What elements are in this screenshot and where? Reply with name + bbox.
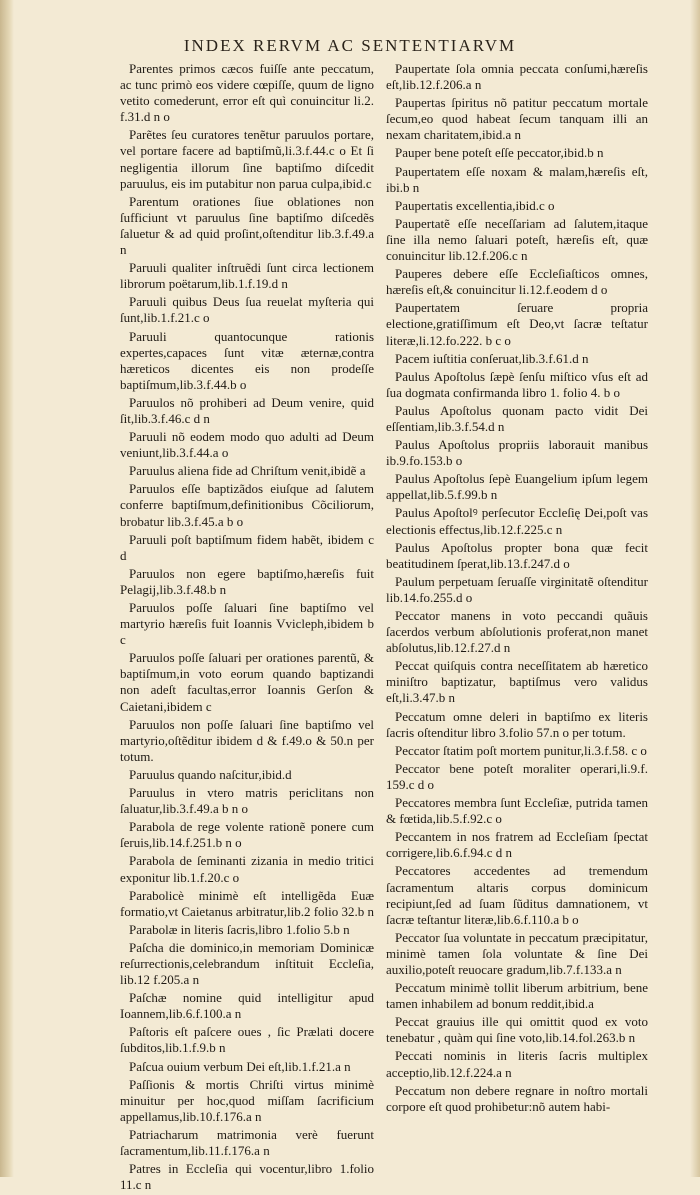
index-entry: Paruulus in vtero matris periclitans non ſaluatur,lib.3.f.49.a b n o — [120, 785, 374, 817]
index-entry: Parabola de ſeminanti zizania in medio tritici exponitur lib.1.f.20.c o — [120, 853, 374, 885]
index-entry: Peccatum non debere regnare in noſtro mortali corpore eſt quod prohibetur:nõ autem habi- — [386, 1082, 648, 1114]
index-entry: Parentum orationes ſiue oblationes non ſufficiunt vt paruulus ſine baptiſmo diſcedẽs ſaluetur & ad quid proſint,oſtenditur lib.3.f.49.a n — [120, 193, 374, 258]
index-entry: Paruuli quantocunque rationis expertes,capaces ſunt vitæ æternæ,contra hæreticos dicentes eis non prodeſſe baptiſmum,lib.3.f.44.b o — [120, 328, 374, 392]
index-entry: Paruuli quibus Deus ſua reuelat myſteria qui ſunt,lib.1.f.21.c o — [120, 294, 374, 326]
index-entry: Paulus Apoſtolꝰ perſecutor Eccleſię Dei,poſt vas electionis effectus,lib.12.f.225.c n — [386, 505, 648, 537]
index-entry: Peccatores accedentes ad tremendum ſacramentum altaris corpus dominicum recipiunt,ſed ad ſuam ſũditus damnationem, vt ſacræ teſtantur literæ,lib.6.f.110.a b o — [386, 863, 648, 927]
index-entry: Paſſionis & mortis Chriſti virtus minimè minuitur per hoc,quod miſſam ſacrificium appellamus,lib.10.f.176.a n — [120, 1076, 374, 1124]
index-entry: Paupertas ſpiritus nõ patitur peccatum mortale ſecum,eo quod habeat ſecum tanquam illi an nexam charitatem,ibid.a n — [386, 95, 648, 143]
page-gutter-shadow — [0, 0, 14, 1177]
index-entry: Peccator bene poteſt moraliter operari,li.9.f. 159.c d o — [386, 760, 648, 792]
index-entry: Paupertatem eſſe noxam & malam,hæreſis eſt, ibi.b n — [386, 163, 648, 195]
index-entry: Paſtoris eſt paſcere oues , ſic Prælati docere ſubditos,lib.1.f.9.b n — [120, 1024, 374, 1056]
left-index-column — [120, 61, 374, 1195]
index-entry: Peccantem in nos fratrem ad Eccleſiam ſpectat corrigere,lib.6.f.94.c d n — [386, 829, 648, 861]
index-entry: Paruulos non poſſe ſaluari ſine baptiſmo vel martyrio,oſtẽditur ibidem d & f.49.o & 50.n per totum. — [120, 716, 374, 764]
index-entry: Paruulos poſſe ſaluari ſine baptiſmo vel martyrio hæreſis fuit Ioannis Vvicleph,ibidem b c — [120, 600, 374, 648]
index-entry: Paruuli nõ eodem modo quo adulti ad Deum veniunt,lib.3.f.44.a o — [120, 429, 374, 461]
index-entry: Peccatum omne deleri in baptiſmo ex literis ſacris oſtenditur libro 3.folio 57.n o per totum. — [386, 708, 648, 740]
index-entry: Paupertatem ſeruare propria electione,gratiſſimum eſt Deo,vt ſacræ teſtatur literæ,li.12.fo.222. b c o — [386, 300, 648, 348]
index-entry: Patriacharum matrimonia verè fuerunt ſacramentum,lib.11.f.176.a n — [120, 1126, 374, 1158]
index-entry: Paupertatis excellentia,ibid.c o — [395, 197, 555, 213]
index-entry: Paulus Apoſtolus propriis laborauit manibus ib.9.fo.153.b o — [386, 437, 648, 469]
index-entry: Pacem iuſtitia conſeruat,lib.3.f.61.d n — [395, 350, 589, 366]
running-header: INDEX RERVM AC SENTENTIARVM — [183, 36, 517, 55]
index-entry: Paulus Apoſtolus ſepè Euangelium ipſum legem appellat,lib.5.f.99.b n — [386, 471, 648, 503]
page-edge-shadow — [690, 0, 700, 1177]
index-entry: Parabolæ in literis ſacris,libro 1.folio 5.b n — [129, 921, 350, 937]
index-entry: Paruuli poſt baptiſmum fidem habẽt, ibidem c d — [120, 531, 374, 563]
index-entry: Paruulus quando naſcitur,ibid.d — [129, 766, 292, 782]
index-entry: Patres in Eccleſia qui vocentur,libro 1.folio 11.c n — [120, 1161, 374, 1193]
index-entry: Paſchæ nomine quid intelligitur apud Ioannem,lib.6.f.100.a n — [120, 990, 374, 1022]
index-entry: Paupertatẽ eſſe neceſſariam ad ſalutem,itaque ſine illa nemo ſaluari poteſt, hæreſis eſt, quæ conuincitur lib.12.f.206.c n — [386, 215, 648, 264]
index-entry: Parẽtes ſeu curatores tenẽtur paruulos portare, vel portare facere ad baptiſmũ,li.3.f.44.c o Et ſi negligentia illorum ſine baptiſmo diſcedit paruulus, eis im putabitur non parua culpa,ibid.c — [120, 127, 374, 191]
index-entry: Parabola de rege volente rationẽ ponere cum ſeruis,lib.14.f.251.b n o — [120, 819, 374, 851]
index-entry: Paruulos poſſe ſaluari per orationes parentũ, & baptiſmum,in voto eorum quando baptizandi non adeſt facultas,error Ioannis Gerſon & Caietani,ibidem c — [120, 650, 374, 714]
index-entry: Peccator ſtatim poſt mortem punitur,li.3.f.58. c o — [395, 742, 647, 758]
index-entry: Peccator ſua voluntate in peccatum præcipitatur, minimè tamen ſola voluntate & ſine Dei auxilio,poteſt reuocare gradum,lib.7.f.133.a n — [386, 929, 648, 977]
index-entry: Peccator manens in voto peccandi quãuis ſacerdos verbum abſolutionis proferat,non manet abſolutus,lib.12.f.27.d n — [386, 608, 648, 656]
right-index-column — [386, 61, 648, 1117]
index-entry: Parentes primos cæcos fuiſſe ante peccatum, ac tunc primò eos videre cœpiſſe, quum de ligno vetito comederunt, error eſt quì conuincitur li.2. f.31.d n o — [120, 61, 374, 125]
index-entry: Peccat grauius ille qui omittit quod ex voto tenebatur , quàm qui ſine voto,lib.14.fol.263.b n — [386, 1014, 648, 1046]
index-entry: Pauper bene poteſt eſſe peccator,ibid.b n — [395, 145, 604, 161]
index-entry: Paruulus aliena fide ad Chriſtum venit,ibidẽ a — [129, 463, 366, 479]
index-entry: Parabolicè minimè eſt intelligẽda Euæ formatio,vt Caietanus arbitratur,lib.2 folio 32.b n — [120, 887, 375, 919]
index-entry: Paulus Apoſtolus propter bona quæ fecit beatitudinem ſperat,lib.13.f.247.d o — [386, 539, 648, 571]
index-entry: Paruuli qualiter inſtruẽdi ſunt circa lectionem librorum poëtarum,lib.1.f.19.d n — [120, 260, 374, 292]
index-entry: Paſcha die dominico,in memoriam Dominicæ reſurrectionis,celebrandum inſtituit Eccleſia, lib.12 f.205.a n — [120, 939, 374, 988]
index-entry: Paruulos nõ prohiberi ad Deum venire, quid ſit,lib.3.f.46.c d n — [120, 394, 374, 426]
index-entry: Paruulos eſſe baptizãdos eiuſque ad ſalutem conferre baptiſmum,definitionibus Cõciliorum, brobatur lib.3.f.45.a b o — [120, 481, 374, 529]
index-entry: Pauperes debere eſſe Eccleſiaſticos omnes, hæreſis eſt,& conuincitur li.12.f.eodem d o — [386, 266, 648, 298]
index-entry: Paulus Apoſtolus quonam pacto vidit Dei eſſentiam,lib.3.f.54.d n — [386, 402, 648, 434]
index-entry: Paruulos non egere baptiſmo,hæreſis fuit Pelagij,lib.3.f.48.b n — [120, 565, 374, 597]
index-entry: Peccatum minimè tollit liberum arbitrium, bene tamen inhabilem ad bonum reddit,ibid.a — [386, 980, 648, 1012]
index-entry: Paulus Apoſtolus ſæpè ſenſu miſtico vſus eſt ad ſua dogmata confirmanda libro 1. folio 4. b o — [386, 368, 648, 400]
index-entry: Peccatores membra ſunt Eccleſiæ, putrida tamen & fœtida,lib.5.f.92.c o — [386, 795, 648, 827]
index-entry: Paulum perpetuam ſeruaſſe virginitatẽ oſtenditur lib.14.fo.255.d o — [386, 573, 648, 605]
index-entry: Peccat quiſquis contra neceſſitatem ab hæretico miniſtro baptizatur, baptiſmus vero validus eſt,li.3.47.b n — [386, 658, 648, 706]
index-entry: Peccati nominis in literis ſacris multiplex acceptio,lib.12.f.224.a n — [386, 1048, 648, 1080]
index-entry: Paſcua ouium verbum Dei eſt,lib.1.f.21.a n — [129, 1058, 351, 1074]
index-entry: Paupertate ſola omnia peccata conſumi,hæreſis eſt,lib.12.f.206.a n — [386, 61, 648, 93]
